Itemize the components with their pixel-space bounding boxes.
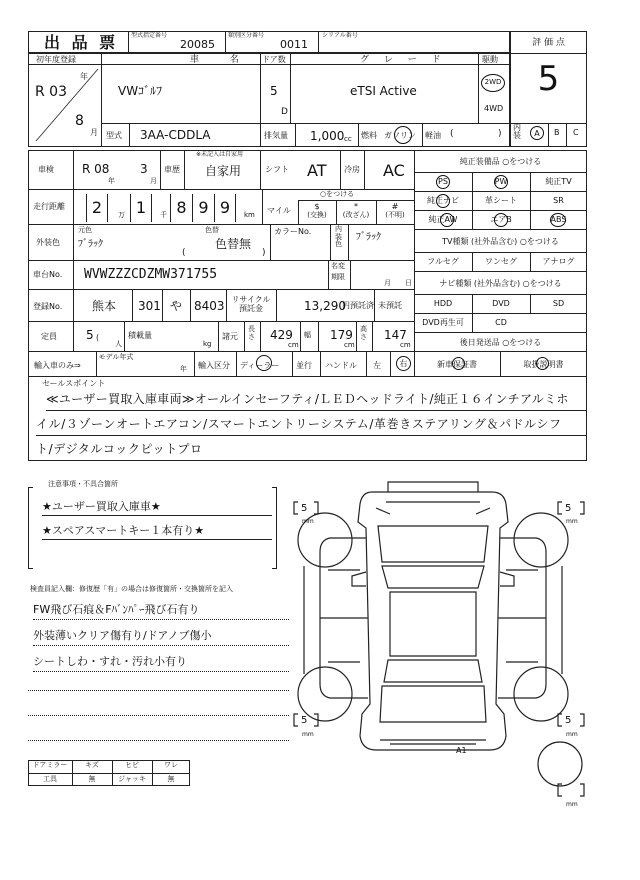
class-number: 0011 bbox=[280, 38, 308, 51]
equipment-title: 純正装備品 ○をつける bbox=[459, 157, 542, 166]
car-name: VWｺﾞﾙﾌ bbox=[118, 84, 163, 98]
width-cm: 179 bbox=[330, 328, 353, 342]
first-reg-month: 8 bbox=[75, 113, 84, 129]
passenger-capacity: 5 bbox=[86, 328, 94, 342]
interior-color: ﾌﾞﾗｯｸ bbox=[356, 232, 381, 243]
equip-navi: 純正ナビ bbox=[427, 196, 459, 205]
later-warranty: 新車保証書 bbox=[437, 360, 477, 369]
shaken-era: R 08 bbox=[82, 162, 110, 176]
original-color: ﾌﾞﾗｯｸ bbox=[78, 239, 103, 250]
interior-grade-a: A bbox=[530, 126, 544, 140]
drive-2wd: 2WD bbox=[481, 74, 505, 92]
sales-point-line-1: ≪ユーザー買取入庫車両≫オールインセーフティ/ＬＥＤヘッドライト/純正１６インチアルミホ bbox=[46, 392, 586, 411]
height-cm: 147 bbox=[384, 328, 407, 342]
evaluation-score: 5 bbox=[537, 59, 560, 99]
grade: eTSI Active bbox=[350, 84, 417, 98]
tire-depth-fl: 5 bbox=[301, 503, 308, 514]
equip-airbag: エアB bbox=[490, 215, 512, 224]
note-line-1: ★ユーザー買取入庫車★ bbox=[42, 500, 272, 516]
model-code: 3AA-CDDLA bbox=[140, 128, 211, 142]
tire-depth-fr: 5 bbox=[565, 503, 572, 514]
equip-aw: 純正AW bbox=[428, 215, 458, 224]
sales-point-line-3: ト/デジタルコックピットプロ bbox=[36, 442, 586, 461]
import-dealer: ディーラー bbox=[240, 361, 280, 370]
recycle-fee: 13,290 bbox=[304, 299, 346, 313]
length-cm: 429 bbox=[270, 328, 293, 342]
reg-class: 301 bbox=[138, 299, 161, 313]
inspector-line-1: FW飛び石痕＆Fﾊﾞﾝﾊﾟｰ飛び石有り bbox=[33, 603, 289, 620]
sales-point-line-2: イル/３ゾーンオートエアコン/スマートエントリーシステム/革巻きステアリング＆パドルシフ bbox=[36, 417, 586, 436]
air-conditioner: AC bbox=[383, 161, 405, 180]
reg-kana: や bbox=[170, 299, 183, 313]
equip-abs: ABS bbox=[550, 215, 567, 224]
later-manual: 取扱説明書 bbox=[523, 360, 564, 369]
shaken-month: 3 bbox=[140, 162, 148, 176]
shift: AT bbox=[307, 161, 327, 180]
car-damage-diagram bbox=[290, 478, 610, 798]
first-reg-era: R 03 bbox=[35, 84, 67, 100]
inspector-line-2: 外装薄いクリア傷有り/ドアノブ傷小 bbox=[33, 629, 289, 646]
type-number: 20085 bbox=[180, 38, 215, 51]
fuel: ガソリン bbox=[384, 131, 416, 140]
color-change: 色替無 bbox=[215, 237, 252, 251]
tire-depth-rl: 5 bbox=[301, 715, 308, 726]
reg-region: 熊本 bbox=[92, 299, 117, 313]
vin-number: WVWZZZCDZMW371755 bbox=[84, 267, 218, 282]
damage-code-a1: A1 bbox=[456, 746, 467, 755]
handle-right: 右 bbox=[396, 356, 411, 371]
vehicle-history: 自家用 bbox=[205, 164, 242, 178]
reg-number: 8403 bbox=[194, 299, 225, 313]
equip-pw: PW bbox=[494, 177, 508, 186]
displacement: 1,000 bbox=[310, 129, 345, 143]
inspector-label: 検査員記入欄：修復歴「有」の場合は修復箇所・交換箇所を記入 bbox=[30, 585, 233, 593]
door-count: 5 bbox=[270, 84, 278, 98]
page-title: 出 品 票 bbox=[44, 33, 119, 52]
tire-depth-rr: 5 bbox=[565, 715, 572, 726]
equip-ps: PS bbox=[438, 177, 448, 186]
note-line-2: ★スペアスマートキー１本有り★ bbox=[42, 524, 272, 540]
inspector-line-3: シートしわ・すれ・汚れ小有り bbox=[33, 655, 289, 672]
